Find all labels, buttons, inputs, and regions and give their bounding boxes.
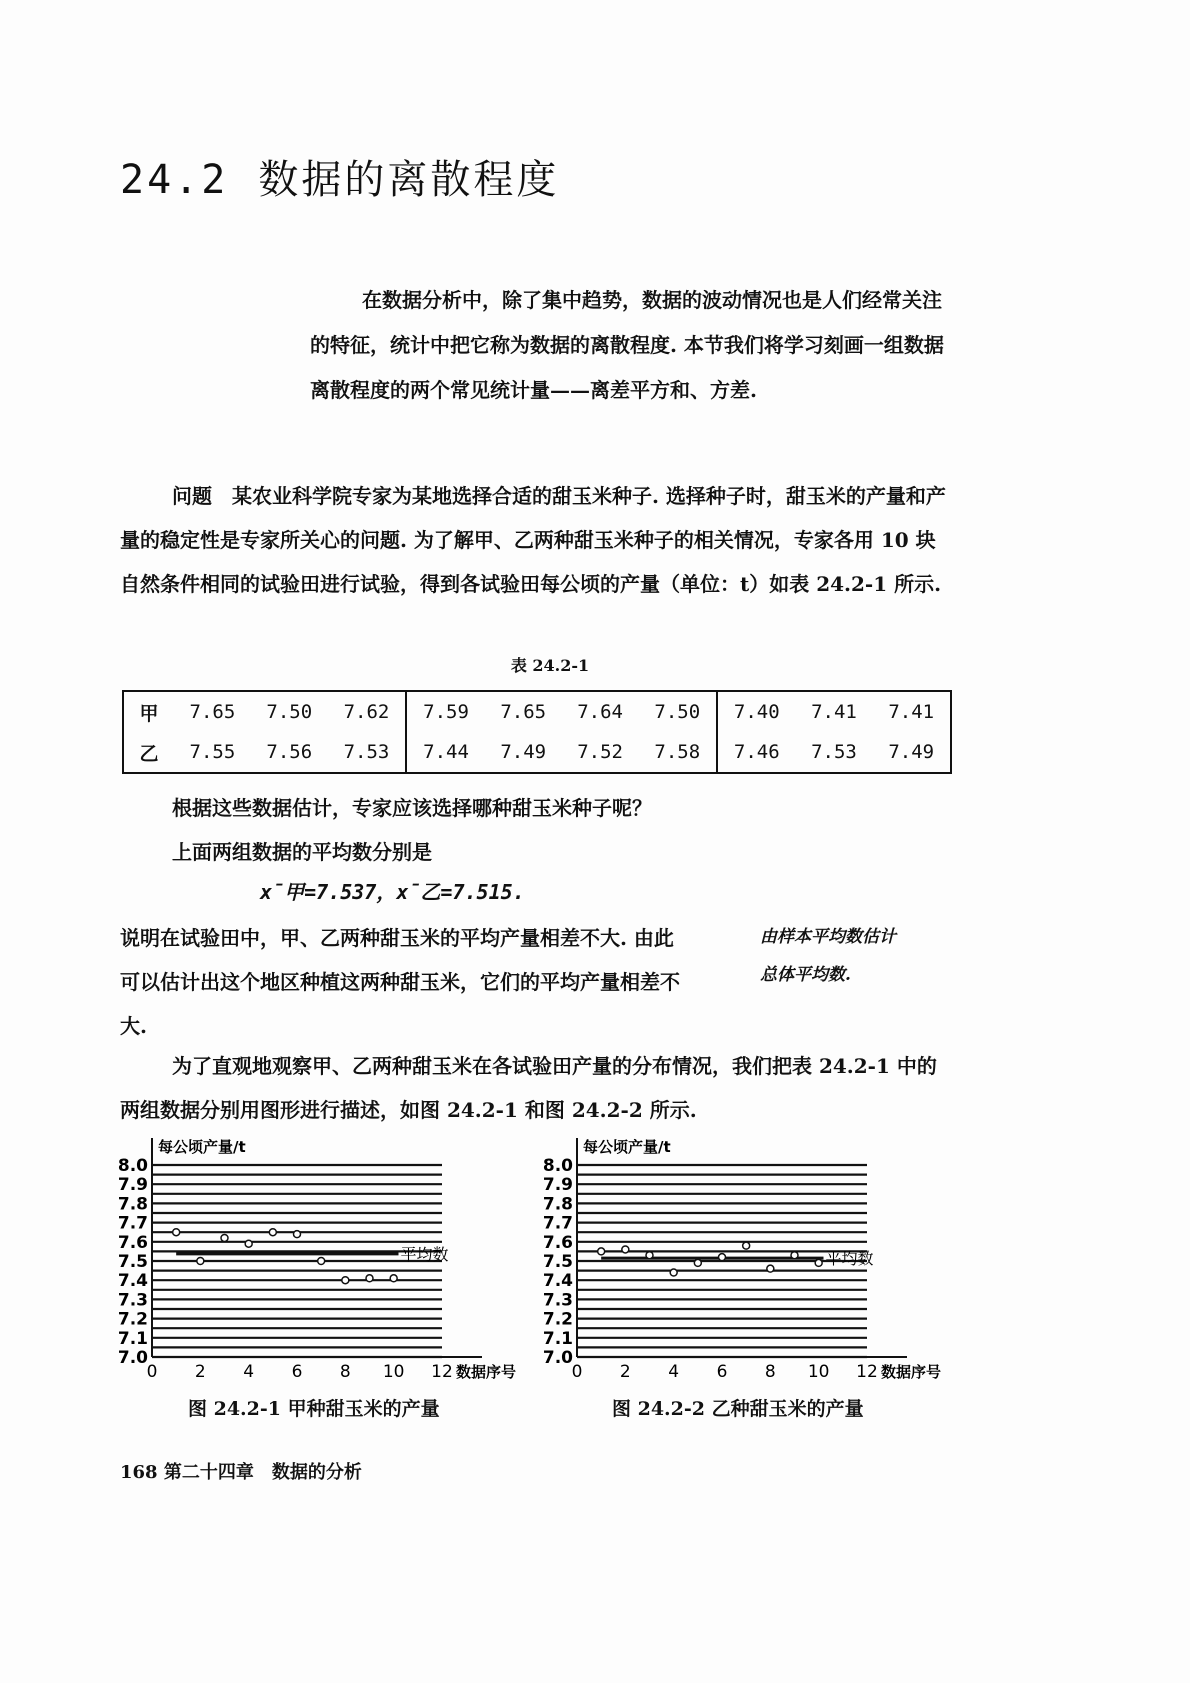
y-tick-label: 7.4	[542, 1271, 573, 1292]
figure-caption-2: 图 24.2-2 乙种甜玉米的产量	[612, 1398, 864, 1420]
x-axis-label: 数据序号	[456, 1363, 517, 1381]
y-tick-label: 7.7	[117, 1213, 148, 1234]
data-point	[294, 1231, 301, 1238]
chart-yi	[535, 1130, 975, 1390]
question-text: 根据这些数据估计，专家应该选择哪种甜玉米种子呢？	[172, 796, 652, 820]
x-tick-label: 12	[856, 1362, 878, 1382]
y-tick-label: 7.9	[542, 1175, 573, 1196]
y-tick-label: 7.0	[542, 1348, 573, 1368]
cell: 7.62	[328, 691, 407, 732]
cell: 7.65	[500, 701, 547, 723]
intro-paragraph: 在数据分析中，除了集中趋势，数据的波动情况也是人们经常关注的特征，统计中把它称为数据的离散程度. 本节我们将学习刻画一组数据离散程度的两个常见统计量——离差平方和、方差.	[310, 288, 944, 402]
data-point	[269, 1229, 276, 1236]
y-tick-label: 7.8	[117, 1194, 148, 1215]
side-note	[760, 918, 896, 994]
page-number: 168	[120, 1462, 158, 1483]
x-axis-label: 数据序号	[881, 1363, 942, 1381]
x-tick-label: 4	[668, 1362, 680, 1382]
y-axis-label: 每公顷产量/t	[158, 1138, 246, 1156]
data-point	[646, 1252, 653, 1259]
cell: 7.50	[639, 691, 718, 732]
cell: 7.53	[328, 732, 407, 773]
cell: 7.53	[811, 741, 857, 763]
cell: 7.52	[577, 741, 623, 763]
row-label: 甲	[139, 702, 159, 725]
section-title	[120, 148, 559, 205]
data-point	[245, 1240, 252, 1247]
explain-paragraph: 说明在试验田中，甲、乙两种甜玉米的平均产量相差不大. 由此可以估计出这个地区种植这两种甜玉米，它们的平均产量相差不大.	[120, 926, 680, 1038]
data-point	[197, 1258, 204, 1265]
cell: 7.49	[500, 741, 547, 763]
y-axis-label: 每公顷产量/t	[583, 1138, 671, 1156]
problem-label: 问题	[172, 484, 212, 508]
table-caption: 表 24.2-1	[510, 656, 590, 675]
cell: 7.58	[639, 732, 718, 773]
chapter-name: 第二十四章 数据的分析	[163, 1462, 362, 1483]
x-tick-label: 6	[291, 1362, 303, 1382]
x-tick-label: 8	[339, 1362, 351, 1382]
data-point	[173, 1229, 180, 1236]
table-row	[123, 691, 951, 732]
y-tick-label: 7.3	[117, 1290, 148, 1311]
y-tick-label: 7.5	[542, 1252, 573, 1272]
x-tick-label: 2	[619, 1362, 631, 1382]
side-note-line: 由样本平均数估计	[760, 927, 896, 947]
mean-label: 平均数	[400, 1244, 449, 1264]
mean-intro: 上面两组数据的平均数分别是	[172, 840, 432, 864]
x-tick-label: 4	[243, 1362, 255, 1382]
cell: 7.44	[423, 741, 469, 763]
chart-jia	[110, 1130, 550, 1390]
data-point	[221, 1234, 228, 1241]
data-point	[390, 1275, 397, 1282]
mean-formula: x̄甲=7.537，x̄乙=7.515.	[260, 880, 525, 904]
y-tick-label: 7.1	[542, 1328, 573, 1349]
page-footer	[120, 1458, 362, 1484]
y-tick-label: 8.0	[117, 1156, 148, 1176]
data-point	[743, 1242, 750, 1249]
cell: 7.40	[733, 701, 780, 723]
y-tick-label: 7.4	[117, 1271, 148, 1292]
cell: 7.46	[733, 741, 780, 763]
data-point	[791, 1252, 798, 1259]
y-tick-label: 7.8	[542, 1194, 573, 1215]
x-tick-label: 0	[571, 1362, 583, 1382]
yield-table	[122, 690, 952, 774]
y-tick-label: 7.2	[117, 1309, 148, 1330]
x-tick-label: 6	[716, 1362, 728, 1382]
data-point	[366, 1275, 373, 1282]
x-tick-label: 10	[807, 1362, 830, 1382]
cell: 7.41	[888, 701, 935, 723]
cell: 7.56	[266, 741, 313, 763]
y-tick-label: 7.2	[542, 1309, 573, 1330]
section-number: 24.2	[120, 157, 229, 203]
x-tick-label: 10	[382, 1362, 405, 1382]
problem-paragraph	[120, 474, 955, 606]
x-tick-label: 0	[146, 1362, 158, 1382]
y-tick-label: 7.7	[542, 1213, 573, 1234]
cell: 7.59	[423, 701, 469, 723]
y-tick-label: 7.6	[117, 1232, 148, 1253]
y-tick-label: 7.0	[117, 1348, 148, 1368]
figure-caption-1: 图 24.2-1 甲种甜玉米的产量	[188, 1398, 440, 1420]
data-point	[815, 1259, 822, 1266]
data-point	[342, 1277, 349, 1284]
y-tick-label: 8.0	[542, 1156, 573, 1176]
cell: 7.65	[189, 701, 236, 723]
cell: 7.49	[888, 741, 935, 763]
row-label: 乙	[139, 742, 159, 765]
cell: 7.55	[189, 741, 236, 763]
problem-text: 某农业科学院专家为某地选择合适的甜玉米种子. 选择种子时，甜玉米的产量和产量的稳定性是专家所关心的问题. 为了解甲、乙两种甜玉米种子的相关情况，专家各用 10 块自然条件相同的试验田进行试验，得到各试验田每公顷的产量（单位：t）如表 24.2-1 所示.	[120, 484, 946, 596]
data-point	[318, 1258, 325, 1265]
x-tick-label: 2	[194, 1362, 206, 1382]
cell: 7.50	[266, 701, 313, 723]
x-tick-label: 8	[764, 1362, 776, 1382]
section-heading: 数据的离散程度	[258, 157, 560, 203]
y-tick-label: 7.3	[542, 1290, 573, 1311]
y-tick-label: 7.6	[542, 1232, 573, 1253]
data-point	[622, 1246, 629, 1253]
mean-label: 平均数	[825, 1249, 874, 1269]
y-tick-label: 7.9	[117, 1175, 148, 1196]
side-note-line: 总体平均数.	[760, 965, 851, 985]
data-point	[719, 1254, 726, 1261]
x-tick-label: 12	[431, 1362, 453, 1382]
data-point	[598, 1248, 605, 1255]
y-tick-label: 7.5	[117, 1252, 148, 1272]
data-point	[670, 1269, 677, 1276]
data-point	[767, 1265, 774, 1272]
cell: 7.41	[811, 701, 857, 723]
figure-intro: 为了直观地观察甲、乙两种甜玉米在各试验田产量的分布情况，我们把表 24.2-1 中的两组数据分别用图形进行描述，如图 24.2-1 和图 24.2-2 所示.	[120, 1054, 937, 1122]
data-point	[694, 1259, 701, 1266]
y-tick-label: 7.1	[117, 1328, 148, 1349]
table-row	[123, 732, 951, 773]
cell: 7.64	[577, 701, 623, 723]
